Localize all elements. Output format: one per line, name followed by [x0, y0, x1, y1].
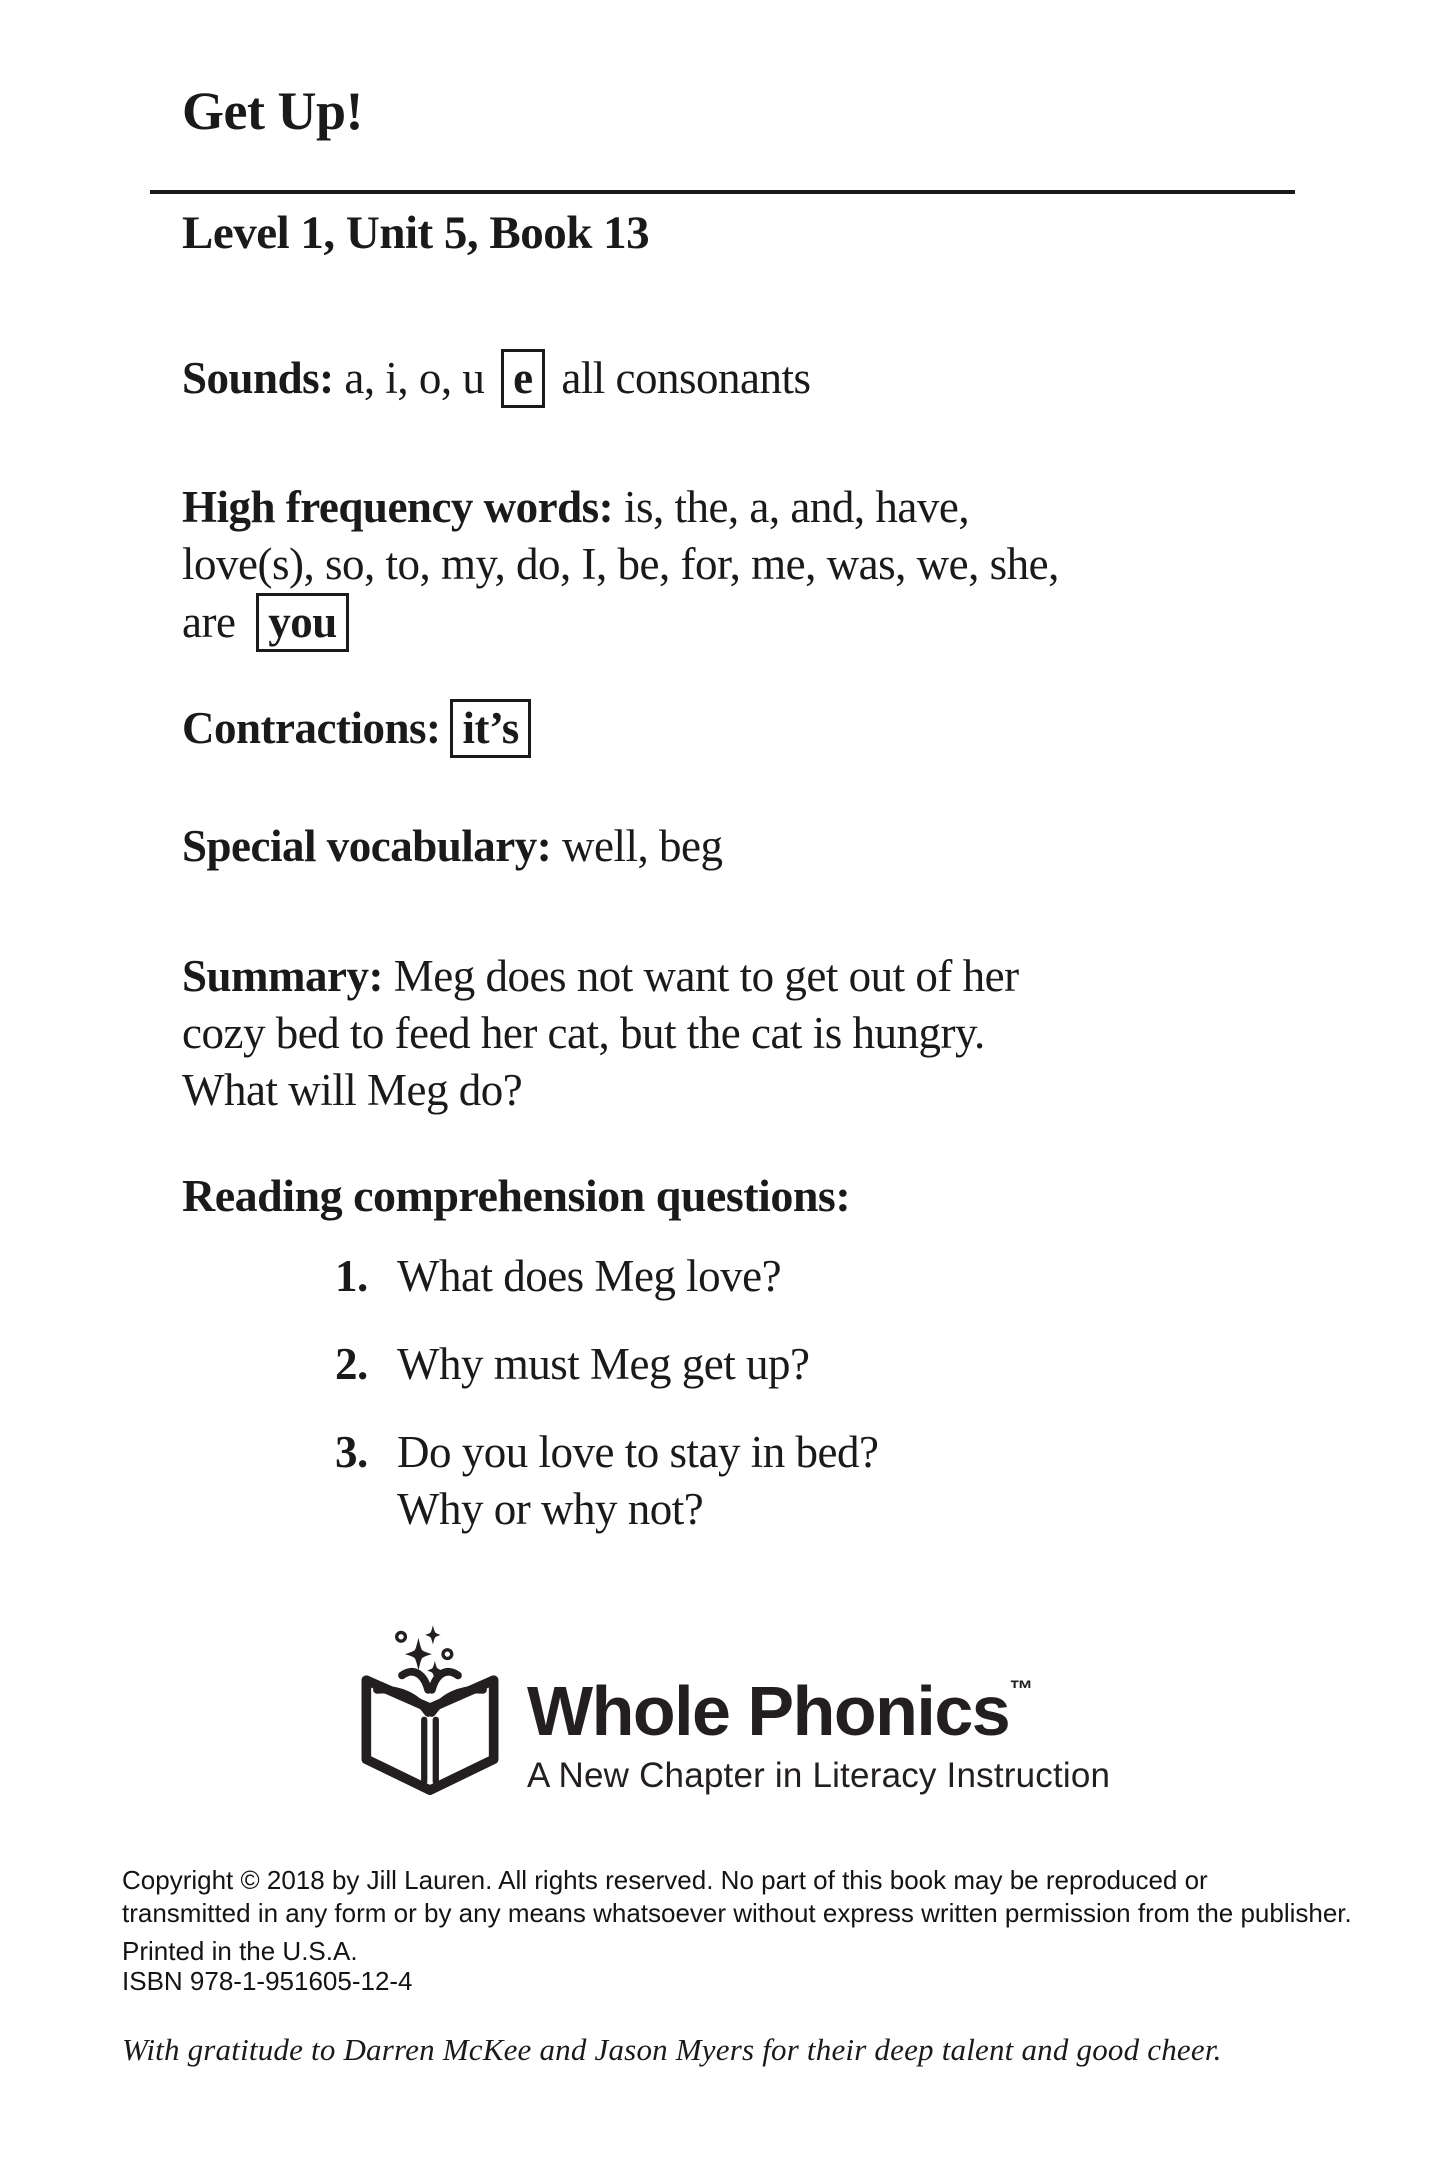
summary-line-2: cozy bed to feed her cat, but the cat is hungry. [182, 1008, 985, 1058]
special-vocabulary-words: well, beg [562, 821, 723, 871]
logo-name [527, 1672, 1110, 1750]
logo-name-text: Whole Phonics [527, 1672, 1010, 1750]
hfw-line-3-word: are [182, 597, 236, 647]
boxed-word-you: you [256, 593, 349, 652]
sounds-label: Sounds: [182, 353, 334, 403]
hfw-line-3 [182, 593, 1059, 652]
contractions-label: Contractions: [182, 703, 441, 753]
questions-heading: Reading comprehension questions: [182, 1170, 851, 1221]
summary-label: Summary: [182, 951, 383, 1001]
whole-phonics-logo-icon [348, 1625, 512, 1806]
boxed-contraction-its: it’s [450, 699, 530, 758]
whole-phonics-logo-text [527, 1672, 1111, 1796]
question-3 [335, 1424, 878, 1538]
summary-line-3: What will Meg do? [182, 1065, 523, 1115]
special-vocabulary-line [182, 818, 722, 875]
summary-line-1-text: Meg does not want to get out of her [393, 951, 1019, 1001]
copyright-notice [122, 1864, 1352, 1930]
special-vocabulary-label: Special vocabulary: [182, 821, 552, 871]
copyright-line-2: transmitted in any form or by any means whatsoever without express written permission from the publisher. [122, 1898, 1352, 1928]
question-3-text-line-1: Do you love to stay in bed? [397, 1427, 879, 1477]
hfw-line-1-words: is, the, a, and, have, [623, 482, 970, 532]
boxed-sound-e: e [501, 349, 544, 408]
logo-tagline: A New Chapter in Literacy Instruction [527, 1756, 1111, 1795]
sounds-rest: all consonants [561, 353, 811, 403]
printing-info [122, 1936, 413, 1996]
page-title: Get Up! [182, 81, 363, 141]
isbn: ISBN 978-1-951605-12-4 [122, 1966, 413, 1996]
question-1-text: What does Meg love? [397, 1251, 782, 1301]
sounds-vowels: a, i, o, u [344, 353, 485, 403]
question-1 [335, 1248, 878, 1305]
question-3-text-line-2: Why or why not? [397, 1484, 704, 1534]
question-2 [335, 1336, 878, 1393]
trademark-symbol: ™ [1009, 1676, 1034, 1703]
contractions-line [182, 699, 531, 758]
question-1-number: 1. [335, 1251, 368, 1301]
hfw-line-1 [182, 479, 1059, 536]
hfw-label: High frequency words: [182, 482, 614, 532]
gratitude-note: With gratitude to Darren McKee and Jason Myers for their deep talent and good cheer. [122, 2032, 1222, 2067]
summary-block [182, 948, 1019, 1119]
high-frequency-words [182, 479, 1059, 652]
copyright-line-1: Copyright © 2018 by Jill Lauren. All rights reserved. No part of this book may be reproduced or [122, 1865, 1208, 1895]
question-2-number: 2. [335, 1339, 368, 1389]
summary-line-1 [182, 948, 1019, 1005]
question-2-text: Why must Meg get up? [397, 1339, 810, 1389]
hfw-line-2: love(s), so, to, my, do, I, be, for, me, was, we, she, [182, 539, 1059, 589]
printed-in: Printed in the U.S.A. [122, 1936, 358, 1966]
sounds-line [182, 349, 811, 408]
open-book-sparkles-icon [348, 1625, 512, 1801]
title-rule [150, 190, 1295, 194]
question-3-number: 3. [335, 1427, 368, 1477]
questions-list [335, 1248, 878, 1569]
level-unit-book: Level 1, Unit 5, Book 13 [182, 207, 650, 259]
